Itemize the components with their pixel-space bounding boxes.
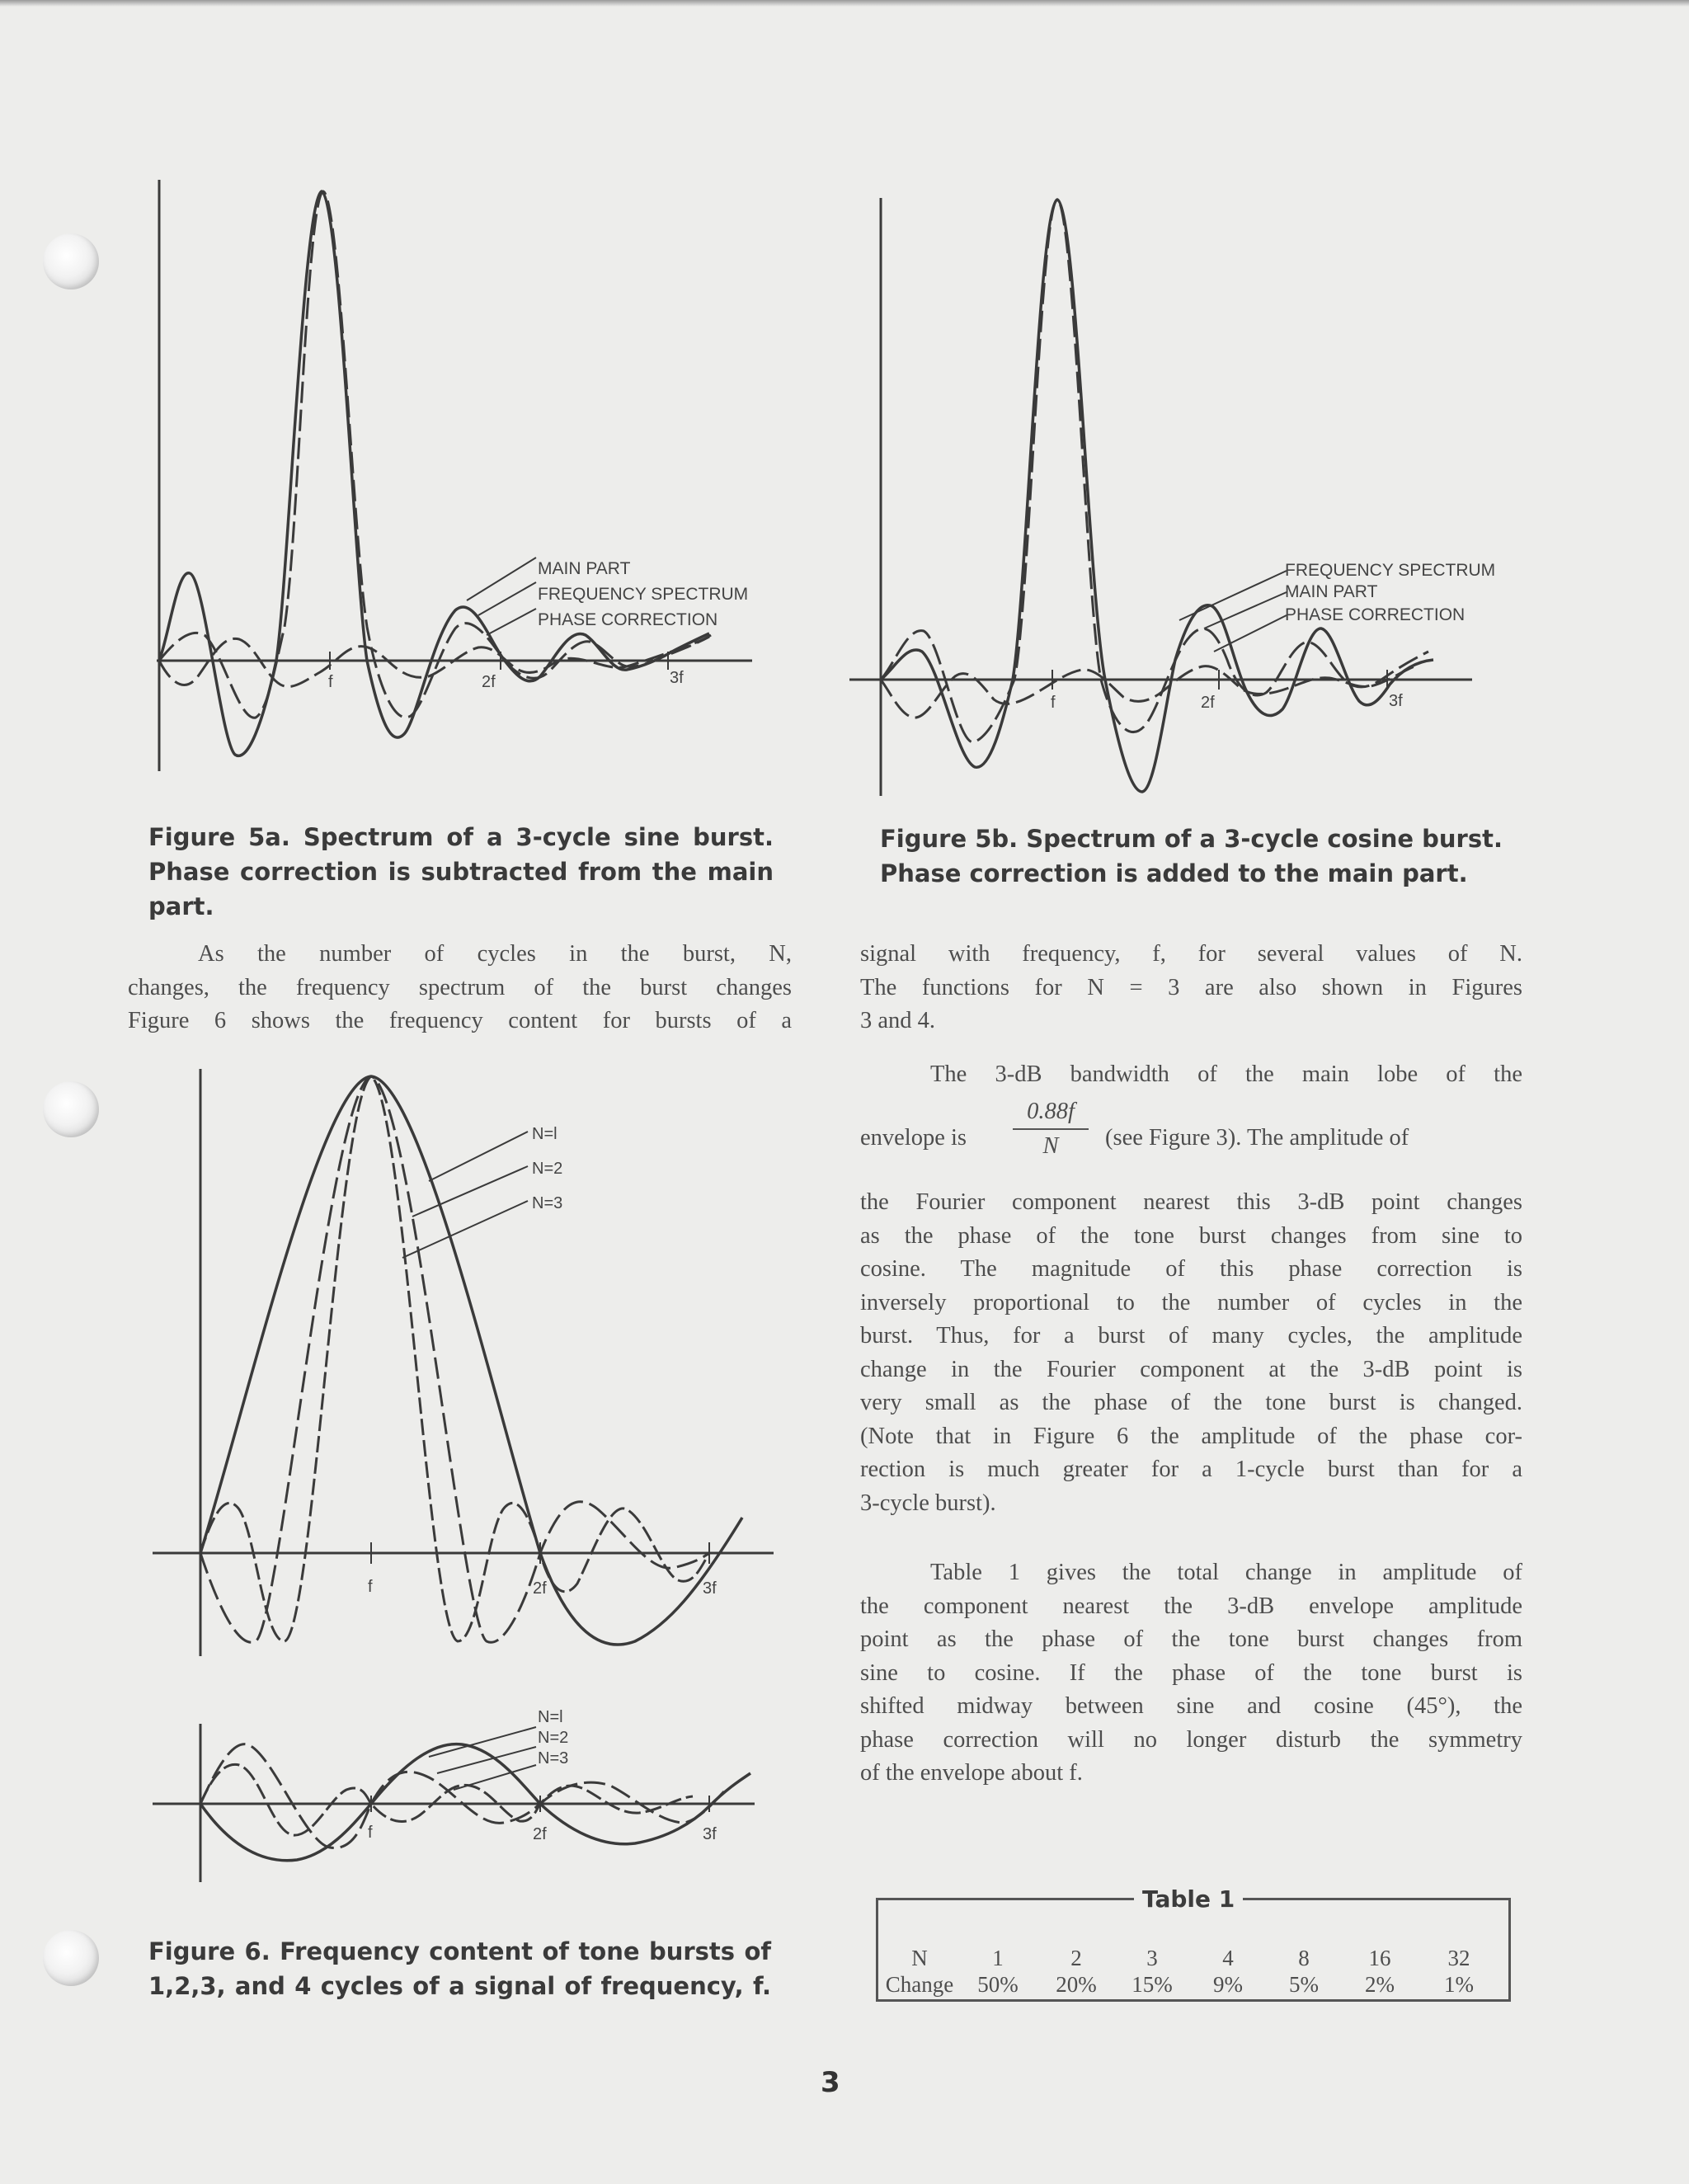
fig5a-label-phase-correction: PHASE CORRECTION <box>538 610 718 629</box>
table-cell: 2% <box>1365 1971 1395 1997</box>
right-column-paragraph-3: Table 1 gives the total change in amplitude of the component nearest the 3-dB envelope amplitude point as the phase of the tone burst changes from sine to cosine. If the phase of the tone burst is shifted midway between sine and cosine (45°), the phase correction will no longer disturb the symmetry of the envelope about f. <box>860 1560 1522 1786</box>
table-cell: 1% <box>1444 1971 1474 1997</box>
fraction-denominator: N <box>1042 1133 1059 1159</box>
figure-5b-caption: Figure 5b. Spectrum of a 3-cycle cosine burst. Phase correction is added to the main part. <box>880 825 1503 887</box>
fig5a-label-frequency-spectrum: FREQUENCY SPECTRUM <box>538 585 749 604</box>
figure-5a-plot <box>148 173 775 800</box>
fig6-n1-phase-correction <box>200 1744 750 1861</box>
binder-hole-middle <box>43 1081 99 1137</box>
fig5a-tick-2f: 2f <box>482 673 496 691</box>
fig5b-label-frequency-spectrum: FREQUENCY SPECTRUM <box>1285 561 1496 580</box>
fig6-top-tick-f: f <box>368 1578 373 1596</box>
fig6-top-tick-2f: 2f <box>533 1579 547 1598</box>
figure-6-bottom-plot <box>148 1707 775 1897</box>
fig6-top-label-n2: N=2 <box>532 1160 563 1178</box>
fig6-top-tick-3f: 3f <box>703 1579 717 1598</box>
fig6-bottom-label-n3: N=3 <box>538 1749 569 1767</box>
fraction-numerator: 0.88f <box>1027 1099 1075 1124</box>
table-cell: 15% <box>1131 1971 1173 1997</box>
table-1 <box>876 1898 1511 2002</box>
table-row-label: N <box>911 1945 928 1970</box>
table-1-title: Table 1 <box>1134 1885 1243 1913</box>
fig5a-main-part-curve <box>159 191 709 718</box>
fig6-bottom-tick-3f: 3f <box>703 1825 717 1843</box>
fig6-top-label-n3: N=3 <box>532 1194 563 1212</box>
fig5a-frequency-spectrum-curve <box>159 191 709 755</box>
table-row-change <box>882 1971 1500 1998</box>
page-top-edge <box>0 0 1689 7</box>
fig5a-tick-f: f <box>328 673 333 691</box>
right-column-paragraph-1: signal with frequency, f, for several values of N. The functions for N = 3 are also shown in Figures 3 and 4. <box>860 941 1522 1033</box>
table-cell: 8 <box>1298 1945 1310 1970</box>
left-column-paragraph: As the number of cycles in the burst, N, changes, the frequency spectrum of the burst changes Figure 6 shows the frequency content for bursts of a <box>128 941 792 1033</box>
binder-hole-top <box>43 233 99 289</box>
right-column-paragraph-2: the Fourier component nearest this 3-dB point changes as the phase of the tone burst changes from sine to cosine. The magnitude of this phase correction is inversely proportional to the number of cycles in the burst. Thus, for a burst of many cycles, the amplitude change in the Fourier component at the 3-dB point is very small as the phase of the tone burst is changed. (Note that in Figure 6 the amplitude of the phase cor- rection is much greater for a 1-cycle burst than for a 3-cycle burst). <box>860 1189 1522 1516</box>
table-cell: 20% <box>1056 1971 1097 1997</box>
bandwidth-prefix: envelope is <box>860 1125 967 1151</box>
bandwidth-suffix: (see Figure 3). The amplitude of <box>1105 1125 1409 1151</box>
fig6-bottom-label-n1: N=l <box>538 1708 563 1726</box>
fig5a-tick-3f: 3f <box>670 669 684 687</box>
fig5b-main-part-curve <box>881 200 1428 742</box>
table-cell: 4 <box>1222 1945 1234 1970</box>
bandwidth-paragraph-line1: The 3-dB bandwidth of the main lobe of the <box>930 1061 1522 1087</box>
fig6-top-label-n1: N=l <box>532 1125 558 1143</box>
figure-5b-plot <box>841 181 1534 808</box>
fig5b-label-main-part: MAIN PART <box>1285 582 1378 601</box>
bandwidth-fraction <box>1013 1099 1089 1160</box>
table-cell: 9% <box>1213 1971 1243 1997</box>
table-row-label: Change <box>885 1971 954 1997</box>
fig6-n2-envelope <box>200 1076 709 1642</box>
fig6-n2-phase-correction <box>200 1744 726 1848</box>
fig5a-label-main-part: MAIN PART <box>538 559 631 578</box>
figure-6-top-plot <box>148 1056 792 1666</box>
fig5b-phase-correction-curve <box>881 666 1414 718</box>
fig6-bottom-tick-2f: 2f <box>533 1825 547 1843</box>
table-cell: 16 <box>1368 1945 1391 1970</box>
fig6-bottom-tick-f: f <box>368 1824 373 1842</box>
table-cell: 32 <box>1447 1945 1470 1970</box>
figure-5a-caption: Figure 5a. Spectrum of a 3-cycle sine burst. Phase correction is subtracted from the main part. <box>148 823 774 920</box>
table-cell: 1 <box>992 1945 1004 1970</box>
fig5b-label-phase-correction: PHASE CORRECTION <box>1285 605 1466 624</box>
table-cell: 2 <box>1070 1945 1082 1970</box>
binder-hole-bottom <box>43 1930 99 1986</box>
fig5b-tick-f: f <box>1051 694 1056 712</box>
table-row-n <box>882 1945 1500 1971</box>
fig6-bottom-label-n2: N=2 <box>538 1729 569 1747</box>
page-number: 3 <box>821 2066 840 2099</box>
figure-6-caption: Figure 6. Frequency content of tone bursts of 1,2,3, and 4 cycles of a signal of frequency, f. <box>148 1937 771 2000</box>
table-cell: 5% <box>1289 1971 1319 1997</box>
fig5b-tick-2f: 2f <box>1201 694 1215 712</box>
table-cell: 3 <box>1146 1945 1158 1970</box>
table-cell: 50% <box>977 1971 1019 1997</box>
fig5b-tick-3f: 3f <box>1389 692 1403 710</box>
